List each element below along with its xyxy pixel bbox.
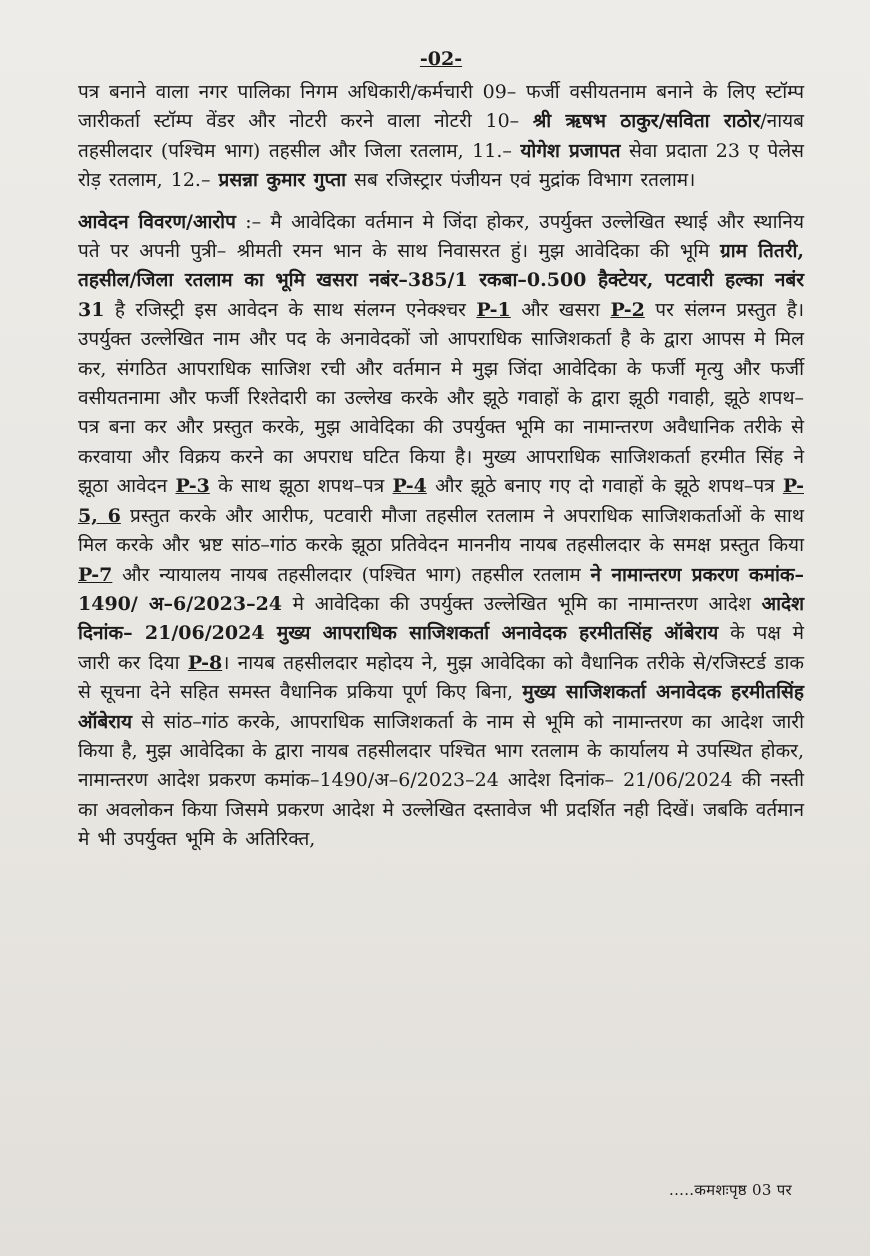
- annexure-ref: P-1: [476, 298, 511, 321]
- section-heading: आवेदन विवरण/आरोप: [78, 210, 236, 233]
- text-segment: । नायब तहसीलदार महोदय ने, मुझ आवेदिका को वैधानिक तरीके से/रजिस्टर्ड डाक से सूचना देने सहित समस्त वैधानिक प्रकिया पूर्ण किए बिना,: [78, 651, 804, 704]
- paragraph-allegations: [78, 208, 804, 855]
- annexure-ref: P-4: [392, 475, 427, 498]
- continuation-note: .....कमशःपृष्ठ 03 पर: [669, 1181, 792, 1199]
- paragraph-respondents: [78, 78, 804, 196]
- annexure-ref: P-5, 6: [78, 475, 804, 527]
- text-segment: से सांठ–गांठ करके, आपराधिक साजिशकर्ता के नाम से भूमि को नामान्तरण का आदेश जारी किया है, मुझ आवेदिका के द्वारा नायब तहसीलदार पश्चित भाग रतलाम के कार्यालय मे उपस्थित होकर, नामान्तरण आदेश प्रकरण कमांक–1490/अ–6/2023–24 आदेश दिनांक– 21/06/2024 की नस्ती का अवलोकन किया जिसमे प्रकरण आदेश मे उल्लेखित दस्तावेज भी प्रदर्शित नही दिखें। जबकि वर्तमान मे भी उपर्युक्त भूमि के अतिरिक्त,: [78, 710, 804, 851]
- text-segment: पर संलग्न प्रस्तुत है। उपर्युक्त उल्लेखित नाम और पद के अनावेदकों जो आपराधिक साजिशकर्ता है के द्वारा आपस मे मिल कर, संगठित आपराधिक साजिश रची और वर्तमान मे मुझ जिंदा आवेदिका के फर्जी मृत्यु और फर्जी वसीयतनामा और फर्जी रिश्तेदारी का उल्लेख करके और झूठे गवाहों के द्वारा झूठी गवाही, झूठे शपथ–पत्र बना कर और प्रस्तुत करके, मुझ आवेदिका की उपर्युक्त भूमि का नामान्तरण अवैधानिक तरीके से करवाया और विक्रय करने का अपराध घटित किया है। मुख्य आपराधिक साजिशकर्ता हरमीत सिंह ने झूठा आवेदन: [78, 298, 805, 498]
- text-segment: /नायब तहसीलदार (पश्चिम भाग) तहसील और जिला रतलाम, 11.–: [78, 110, 804, 162]
- annexure-ref: P-8: [187, 651, 223, 674]
- annexure-ref: P-3: [175, 475, 210, 498]
- bold-name: श्री ऋषभ ठाकुर/सविता राठोर: [532, 110, 761, 133]
- text-segment: प्रस्तुत करके और आरीफ, पटवारी मौजा तहसील रतलाम ने अपराधिक साजिशकर्ताओं के साथ मिल करके और भ्रष्ट सांठ–गांठ करके झूठा प्रतिवेदन माननीय नायब तहसीलदार के समक्ष प्रस्तुत किया: [78, 504, 804, 557]
- text-segment: और न्यायालय नायब तहसीलदार (पश्चित भाग) तहसील रतलाम: [112, 563, 591, 586]
- bold-case-number: ने नामान्तरण प्रकरण कमांक– 1490/ अ–6/2023–24: [78, 563, 804, 615]
- text-segment: है रजिस्ट्री इस आवेदन के साथ संलग्न एनेक्श्चर: [104, 298, 477, 321]
- text-segment: :– मै आवेदिका वर्तमान मे जिंदा होकर, उपर्युक्त उल्लेखित स्थाई और स्थानिय पते पर अपनी पुत्री– श्रीमती रमन भान के साथ निवासरत हुं। मुझ आवेदिका की भूमि: [78, 210, 804, 263]
- text-segment: और झूठे बनाए गए दो गवाहों के झूठे शपथ–पत्र: [426, 475, 783, 498]
- text-segment: और खसरा: [510, 298, 611, 321]
- bold-name: प्रसन्ना कुमार गुप्ता: [218, 169, 347, 192]
- bold-name: मुख्य साजिशकर्ता अनावेदक हरमीतसिंह ऑबेराय: [78, 681, 804, 733]
- annexure-ref: P-7: [78, 563, 113, 586]
- text-segment: सेवा प्रदाता 23 ए पेलेस रोड़ रतलाम, 12.–: [78, 139, 804, 192]
- text-segment: के पक्ष मे जारी कर दिया: [78, 622, 804, 674]
- text-segment: पत्र बनाने वाला नगर पालिका निगम अधिकारी/कर्मचारी 09– फर्जी वसीयतनाम बनाने के लिए स्टॉम्प जारीकर्ता स्टॉम्प वेंडर और नोटरी करने वाला नोटरी 10–: [78, 81, 804, 133]
- bold-order-date: आदेश दिनांक– 21/06/2024 मुख्य आपराधिक साजिशकर्ता अनावेदक हरमीतसिंह ऑबेराय: [78, 592, 804, 645]
- page-number: -02-: [419, 48, 463, 70]
- text-segment: मे आवेदिका की उपर्युक्त उल्लेखित भूमि का नामान्तरण आदेश: [282, 592, 762, 615]
- text-segment: के साथ झूठा शपथ–पत्र: [209, 475, 393, 498]
- bold-land-details: ग्राम तितरी, तहसील/जिला रतलाम का भूमि खसरा नबंर–385/1 रकबा–0.500 हैक्टेयर, पटवारी हल्का नबंर 31: [78, 240, 804, 321]
- bold-name: योगेश प्रजापत: [520, 139, 621, 162]
- annexure-ref: P-2: [610, 298, 645, 321]
- text-segment: सब रजिस्ट्रार पंजीयन एवं मुद्रांक विभाग रतलाम।: [346, 169, 696, 192]
